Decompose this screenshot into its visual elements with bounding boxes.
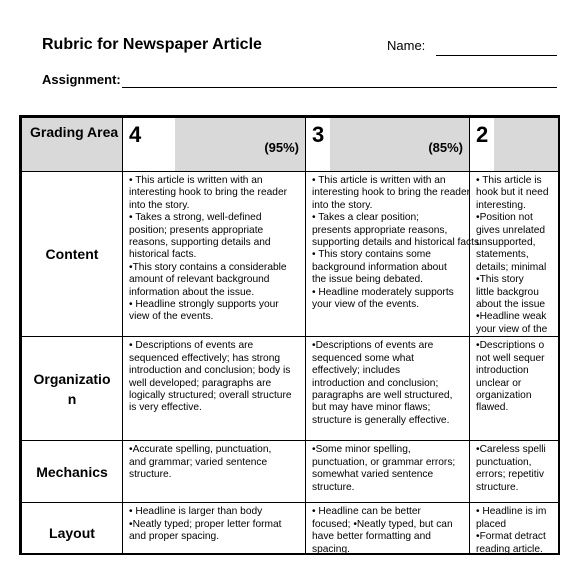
grading-area-header: Grading Area [22, 118, 123, 172]
cell-line: punctuation, [476, 456, 532, 468]
cell-line: • Takes a strong, well-defined [129, 212, 262, 224]
cell-text [470, 503, 560, 555]
cell-text [123, 503, 305, 543]
cell-line: • Headline moderately supports [312, 286, 454, 298]
cell-line: unclear or [476, 377, 522, 389]
score-value: 3 [312, 122, 325, 147]
cell-line: hook but it need [476, 187, 549, 199]
cell-line: •Descriptions of events are [312, 340, 434, 352]
cell-line: sequenced some what [312, 352, 414, 364]
rubric-table [21, 117, 560, 555]
cell-line: and grammar; varied sentence [129, 456, 268, 468]
rubric-cell [470, 337, 561, 441]
cell-line: statements, [476, 249, 529, 261]
rubric-table-frame [19, 115, 560, 555]
cell-line: your view of the events. [312, 299, 420, 311]
cell-line: is very effective. [129, 402, 202, 414]
score-header-3 [306, 118, 470, 172]
cell-line: the issue being debated. [312, 274, 424, 286]
cell-line: • Headline is im [476, 506, 547, 518]
cell-line: structure. [129, 469, 172, 481]
cell-line: paragraphs are well structured, [312, 389, 453, 401]
cell-line: background information about [312, 261, 447, 273]
cell-line: unsupported, [476, 237, 536, 249]
cell-text [306, 337, 469, 427]
cell-line: supporting details and historical facts. [312, 237, 482, 249]
cell-line: errors; repetitiv [476, 469, 544, 481]
cell-line: structure is generally effective. [312, 414, 450, 426]
cell-text [306, 503, 469, 555]
cell-line: historical facts. [129, 249, 197, 261]
cell-line: •Position not [476, 212, 533, 224]
name-field-line[interactable] [436, 55, 557, 56]
cell-line: flawed. [476, 402, 509, 414]
cell-line: interesting hook to bring the reader [312, 187, 471, 199]
cell-line: little backgrou [476, 286, 539, 298]
cell-line: • Descriptions of events are [129, 340, 254, 352]
cell-line: •This story [476, 274, 524, 286]
cell-line: reading article. [476, 543, 543, 555]
rubric-cell [123, 172, 306, 337]
rubric-cell [123, 503, 306, 555]
cell-text [470, 441, 560, 494]
cell-line: • Headline can be better [312, 506, 421, 518]
cell-line: • Headline strongly supports your [129, 299, 279, 311]
cell-line: into the story. [312, 199, 373, 211]
cell-line: •Careless spelli [476, 444, 546, 456]
cell-line: but may have minor flaws; [312, 402, 431, 414]
cell-line: • This story contains some [312, 249, 431, 261]
cell-line: introduction and conclusion; [312, 377, 439, 389]
cell-line: position; presents appropriate [129, 224, 264, 236]
cell-line: introduction and conclusion; body is [129, 365, 291, 377]
cell-line: your view of the [476, 323, 548, 335]
cell-text [470, 337, 560, 414]
score-value: 4 [129, 122, 142, 147]
area-layout: Layout [22, 503, 123, 555]
cell-line: information about the issue. [129, 286, 255, 298]
table-row [22, 172, 561, 337]
cell-line: • This article is written with an [129, 175, 263, 186]
cell-line: effectively; includes [312, 365, 401, 377]
cell-line: sequenced effectively; has strong [129, 352, 281, 364]
rubric-cell [123, 337, 306, 441]
cell-line: • Headline is larger than body [129, 506, 263, 518]
cell-line: presents appropriate reasons, [312, 224, 448, 236]
cell-line: placed [476, 518, 507, 530]
cell-line: interesting hook to bring the reader [129, 187, 288, 199]
page-title: Rubric for Newspaper Article [42, 36, 262, 53]
cell-text [123, 172, 305, 324]
cell-text [306, 441, 469, 494]
cell-line: view of the events. [129, 311, 214, 323]
cell-line: •Some minor spelling, [312, 444, 411, 456]
assignment-label: Assignment: [42, 72, 121, 87]
cell-line: •This story contains a considerable [129, 261, 287, 273]
cell-line: •Format detract [476, 531, 546, 543]
area-organization [22, 337, 123, 441]
score-percent: (95%) [264, 140, 299, 155]
score-value: 2 [476, 122, 489, 147]
cell-line: logically structured; overall structure [129, 389, 292, 401]
rubric-cell [123, 441, 306, 503]
cell-line: gives unrelated [476, 224, 546, 236]
cell-line: structure. [476, 481, 519, 493]
score-header-2 [470, 118, 561, 172]
cell-line: and proper spacing. [129, 531, 220, 543]
table-row [22, 337, 561, 441]
rubric-cell [470, 441, 561, 503]
cell-line: •Descriptions o [476, 340, 545, 352]
cell-line: organization [476, 389, 532, 401]
cell-line: •Headline weak [476, 311, 547, 323]
cell-text [123, 441, 305, 481]
rubric-cell [306, 337, 470, 441]
header-row [22, 118, 561, 172]
cell-line: reasons, supporting details and [129, 237, 271, 249]
table-row [22, 441, 561, 503]
cell-text [470, 172, 560, 336]
cell-line: interesting. [476, 199, 526, 211]
cell-line: somewhat varied sentence [312, 469, 434, 481]
score-percent: (85%) [428, 140, 463, 155]
rubric-cell [306, 441, 470, 503]
name-label: Name: [387, 38, 426, 53]
score-header-4 [123, 118, 306, 172]
area-content: Content [22, 172, 123, 337]
rubric-cell [306, 503, 470, 555]
cell-line: spacing. [312, 543, 350, 555]
area-label: Organization [33, 370, 111, 407]
cell-text [123, 337, 305, 414]
cell-line: • This article is [476, 175, 542, 186]
rubric-cell [470, 172, 561, 337]
cell-line: introduction [476, 365, 529, 377]
cell-line: • Takes a clear position; [312, 212, 420, 224]
cell-line: details; minimal [476, 261, 547, 273]
cell-line: not well sequer [476, 352, 545, 364]
cell-line: amount of relevant background [129, 274, 270, 286]
cell-line: into the story. [129, 199, 190, 211]
rubric-cell [470, 503, 561, 555]
table-row [22, 503, 561, 555]
cell-line: •Neatly typed; proper letter format [129, 518, 282, 530]
cell-line: structure. [312, 481, 355, 493]
cell-line: well developed; paragraphs are [129, 377, 272, 389]
cell-line: punctuation, or grammar errors; [312, 456, 456, 468]
cell-line: have better formatting and [312, 531, 431, 543]
area-mechanics: Mechanics [22, 441, 123, 503]
cell-text [306, 172, 482, 311]
cell-line: • This article is written with an [312, 175, 446, 186]
cell-line: about the issue [476, 299, 546, 311]
cell-line: focused; •Neatly typed, but can [312, 518, 453, 530]
rubric-cell [306, 172, 482, 337]
assignment-field-line[interactable] [122, 87, 557, 88]
cell-line: •Accurate spelling, punctuation, [129, 444, 272, 456]
